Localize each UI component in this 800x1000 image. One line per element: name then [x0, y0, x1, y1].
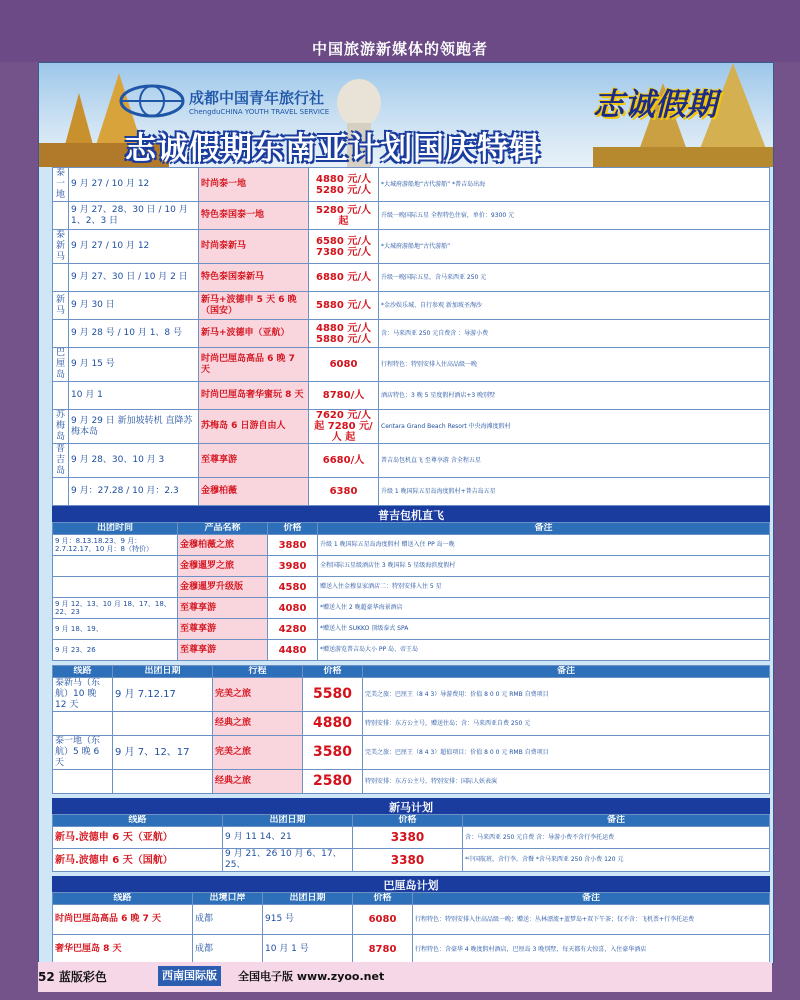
- date-cell: 9 月 27、30 日 / 10 月 2 日: [69, 264, 199, 292]
- date-cell: 9 月：8.13.18.23、9 月：2.7.12.17、10 月：8（特价）: [53, 535, 178, 556]
- destination-cell: 新马: [53, 292, 69, 320]
- col-header: 线路: [53, 815, 223, 827]
- product-cell: 完美之旅: [213, 678, 303, 712]
- logo: [119, 83, 329, 119]
- date-cell: 9 月 7、12、17: [113, 736, 213, 770]
- col-header: 线路: [53, 893, 193, 905]
- price-cell: 6380: [309, 478, 379, 506]
- col-header: 备注: [463, 815, 770, 827]
- date-cell: 9 月 18、19、: [53, 619, 178, 640]
- headline: 志诚假期东南亚计划国庆特辑: [125, 131, 541, 167]
- price-cell: 4580: [268, 577, 318, 598]
- table-row: [53, 348, 770, 382]
- tagline: 中国旅游新媒体的领跑者: [311, 40, 488, 58]
- route-cell: 时尚巴厘岛高品 6 晚 7 天: [53, 905, 193, 935]
- col-header: 价格: [353, 815, 463, 827]
- note-cell: 行程特色：特别安排入住高品级一晚；赠送：丛林漂流+蓝梦岛+双下午茶；仅不含：飞机票+行李托运费: [413, 905, 770, 935]
- price-cell: 2580: [303, 770, 363, 794]
- note-cell: 酒店特色：3 晚 5 星度假村酒店+3 晚别墅: [379, 382, 770, 410]
- date-cell: 9 月 30 日: [69, 292, 199, 320]
- note-cell: 升级一晚国际五星，含马来西亚 250 元: [379, 264, 770, 292]
- note-cell: 完美之旅：巴厘王（8 4 3）超值项目：价值 8 0 0 元 RMB 自费项目: [363, 736, 770, 770]
- price-cell: 5880 元/人: [309, 292, 379, 320]
- note-cell: 完美之旅：巴厘王（8 4 3）导游费用：价值 8 0 0 元 RMB 自费项目: [363, 678, 770, 712]
- date-cell: [113, 770, 213, 794]
- content: [52, 167, 770, 965]
- table-row: [53, 736, 770, 770]
- destination-cell: [53, 478, 69, 506]
- bali-table: [52, 892, 770, 965]
- route-cell: [53, 712, 113, 736]
- table-row: [53, 292, 770, 320]
- date-cell: [53, 556, 178, 577]
- note-cell: 赠送入住金穆皇家酒店二：特别安排入住 5 星: [318, 577, 770, 598]
- route-cell: 泰一地（东航）5 晚 6 天: [53, 736, 113, 770]
- col-header: 价格: [268, 523, 318, 535]
- section-band-singapore: 新马计划: [52, 798, 770, 814]
- table-row: [53, 264, 770, 292]
- table-row: [53, 535, 770, 556]
- table-row: [53, 382, 770, 410]
- price-cell: 4880 元/人 5880 元/人: [309, 320, 379, 348]
- product-cell: 金穆柏薇之旅: [178, 535, 268, 556]
- route-cell: [53, 770, 113, 794]
- date-cell: 9 月 21、26 10 月 6、17、25、: [223, 849, 353, 872]
- product-cell: 新马+波德申（亚航）: [199, 320, 309, 348]
- price-cell: 3580: [303, 736, 363, 770]
- date-cell: 10 月 1: [69, 382, 199, 410]
- table-row: [53, 935, 770, 965]
- product-cell: 特色泰国泰一地: [199, 202, 309, 230]
- logo-name: 成都中国青年旅行社: [189, 88, 325, 107]
- col-header: 备注: [363, 666, 770, 678]
- note-cell: 含：马来西亚 250 元自费 含：导游小费不含行李托运费: [463, 827, 770, 849]
- destination-cell: [53, 264, 69, 292]
- price-cell: 6080: [353, 905, 413, 935]
- col-header: 产品名称: [178, 523, 268, 535]
- product-cell: 时尚巴厘岛高品 6 晚 7 天: [199, 348, 309, 382]
- note-cell: 升级一晚国际五星 全程特色住宿，单价：9300 元: [379, 202, 770, 230]
- brand-title: 志诚假期: [593, 87, 717, 123]
- price-cell: 6680/人: [309, 444, 379, 478]
- price-cell: 5580: [303, 678, 363, 712]
- price-cell: 8780: [353, 935, 413, 965]
- col-header: 备注: [413, 893, 770, 905]
- product-cell: 金穆柏薇: [199, 478, 309, 506]
- col-header: 备注: [318, 523, 770, 535]
- note-cell: *大城府游船地“古代游船”: [379, 230, 770, 264]
- price-cell: 3380: [353, 849, 463, 872]
- table-row: [53, 202, 770, 230]
- table-row: [53, 619, 770, 640]
- price-cell: 6880 元/人: [309, 264, 379, 292]
- thai-singapore-table: [52, 665, 770, 794]
- table-row: [53, 827, 770, 849]
- price-cell: 4880: [303, 712, 363, 736]
- port-cell: 成都: [193, 905, 263, 935]
- product-cell: 经典之旅: [213, 712, 303, 736]
- date-cell: [113, 712, 213, 736]
- destination-cell: 普吉岛: [53, 444, 69, 478]
- date-cell: 9 月 15 号: [69, 348, 199, 382]
- product-cell: 时尚泰新马: [199, 230, 309, 264]
- note-cell: *金沙娱乐城、自行参观 新加坡圣淘沙: [379, 292, 770, 320]
- table-row: [53, 230, 770, 264]
- edition-badge: 西南国际版: [158, 966, 221, 986]
- date-cell: 9 月 27 / 10 月 12: [69, 230, 199, 264]
- product-cell: 时尚巴厘岛奢华蜜玩 8 天: [199, 382, 309, 410]
- price-cell: 4280: [268, 619, 318, 640]
- product-cell: 苏梅岛 6 日游自由人: [199, 410, 309, 444]
- date-cell: 9 月 7.12.17: [113, 678, 213, 712]
- destination-cell: 泰一地: [53, 168, 69, 202]
- col-header: 行程: [213, 666, 303, 678]
- note-cell: *大城府游船地“古代游船” *普吉岛出海: [379, 168, 770, 202]
- product-cell: 至尊享游: [178, 619, 268, 640]
- product-cell: 新马+波德申 5 天 6 晚（国安）: [199, 292, 309, 320]
- note-cell: Centara Grand Beach Resort 中央海滩度假村: [379, 410, 770, 444]
- col-header: 出团日期: [223, 815, 353, 827]
- price-cell: 4880 元/人 5280 元/人: [309, 168, 379, 202]
- table-row: [53, 678, 770, 712]
- singapore-table: [52, 814, 770, 872]
- price-cell: 8780/人: [309, 382, 379, 410]
- date-cell: 9 月 29 日 新加坡转机 直降苏梅本岛: [69, 410, 199, 444]
- destination-cell: [53, 320, 69, 348]
- note-cell: 含：马来西亚 250 元自费含 ：导游小费: [379, 320, 770, 348]
- hero-banner: [39, 63, 773, 167]
- date-cell: 9 月 27 / 10 月 12: [69, 168, 199, 202]
- date-cell: 10 月 1 号: [263, 935, 353, 965]
- date-cell: 9 月 23、26: [53, 640, 178, 661]
- product-cell: 至尊享游: [178, 598, 268, 619]
- col-header: 出团日期: [263, 893, 353, 905]
- price-cell: 7620 元/人 起 7280 元/人 起: [309, 410, 379, 444]
- table-row: [53, 640, 770, 661]
- table-row: [53, 598, 770, 619]
- phuket-table: [52, 522, 770, 661]
- table-row: [53, 849, 770, 872]
- note-cell: 特别安排：东方公主号，特别安排：国际人妖表演: [363, 770, 770, 794]
- price-cell: 6580 元/人 7380 元/人: [309, 230, 379, 264]
- price-cell: 4080: [268, 598, 318, 619]
- website-link[interactable]: 全国电子版 www.zyoo.net: [238, 970, 385, 983]
- col-header: 出团时间: [53, 523, 178, 535]
- port-cell: 成都: [193, 935, 263, 965]
- date-cell: 9 月 12、13、10 月 18、17、18、22、23: [53, 598, 178, 619]
- product-cell: 时尚泰一地: [199, 168, 309, 202]
- note-cell: *赠送入住 SUKKO 顶级泰式 SPA: [318, 619, 770, 640]
- product-cell: 金穆暹罗之旅: [178, 556, 268, 577]
- route-cell: 奢华巴厘岛 8 天: [53, 935, 193, 965]
- table-row: [53, 168, 770, 202]
- table-row: [53, 770, 770, 794]
- table-row: [53, 712, 770, 736]
- destinations-table: [52, 167, 770, 506]
- note-cell: 升级 1 晚国际五星岛海度假村+普吉岛五星: [379, 478, 770, 506]
- price-cell: 3880: [268, 535, 318, 556]
- col-header: 线路: [53, 666, 113, 678]
- date-cell: 915 号: [263, 905, 353, 935]
- date-cell: 9 月 28、30、10 月 3: [69, 444, 199, 478]
- price-cell: 6080: [309, 348, 379, 382]
- destination-cell: 苏梅岛: [53, 410, 69, 444]
- note-cell: 普吉岛包机直飞 至尊享游 含全程五星: [379, 444, 770, 478]
- product-cell: 金穆暹罗升级版: [178, 577, 268, 598]
- note-cell: *赠送游览普吉岛大小 PP 岛、帝王岛: [318, 640, 770, 661]
- price-cell: 3980: [268, 556, 318, 577]
- note-cell: 升级 1 晚国际五星岛海度假村 赠送入住 PP 岛一晚: [318, 535, 770, 556]
- note-cell: 行程特色：含豪华 4 晚度假村酒店，巴厘岛 3 晚别墅，每天都有大惊喜，入住豪华酒店: [413, 935, 770, 965]
- note-cell: 特别安排：东方公主号，赠送住岛；含：马来西亚自费 250 元: [363, 712, 770, 736]
- logo-name-en: ChengduCHINA YOUTH TRAVEL SERVICE: [189, 107, 330, 116]
- product-cell: 至尊享游: [199, 444, 309, 478]
- table-row: [53, 556, 770, 577]
- col-header: 出境口岸: [193, 893, 263, 905]
- price-cell: 3380: [353, 827, 463, 849]
- date-cell: 9 月 28 号 / 10 月 1、8 号: [69, 320, 199, 348]
- price-cell: 4480: [268, 640, 318, 661]
- col-header: 价格: [353, 893, 413, 905]
- price-cell: 5280 元/人 起: [309, 202, 379, 230]
- date-cell: 9 月：27.28 / 10 月：2.3: [69, 478, 199, 506]
- destination-cell: [53, 202, 69, 230]
- destination-cell: 泰新马: [53, 230, 69, 264]
- route-cell: 新马.波德申 6 天（国航）: [53, 849, 223, 872]
- route-cell: 新马.波德申 6 天（亚航）: [53, 827, 223, 849]
- table-row: [53, 905, 770, 935]
- product-cell: 至尊享游: [178, 640, 268, 661]
- table-row: [53, 444, 770, 478]
- section-band-bali: 巴厘岛计划: [52, 876, 770, 892]
- note-cell: *赠送入住 2 晚超豪华海景酒店: [318, 598, 770, 619]
- product-cell: 经典之旅: [213, 770, 303, 794]
- note-cell: *中国航班，含行李，含餐 *含马来西亚 250 含小费 120 元: [463, 849, 770, 872]
- col-header: 价格: [303, 666, 363, 678]
- note-cell: 行程特色：特别安排入住高品级一晚: [379, 348, 770, 382]
- destination-cell: [53, 382, 69, 410]
- date-cell: [53, 577, 178, 598]
- table-row: [53, 320, 770, 348]
- product-cell: 完美之旅: [213, 736, 303, 770]
- route-cell: 泰新马（东航）10 晚 12 天: [53, 678, 113, 712]
- table-row: [53, 577, 770, 598]
- page-number: 52 蓝版彩色: [38, 970, 107, 984]
- footer: [38, 962, 772, 992]
- table-row: [53, 410, 770, 444]
- note-cell: 全程国际五星级酒店住 3 晚国际 5 星级海滨度假村: [318, 556, 770, 577]
- table-row: [53, 478, 770, 506]
- date-cell: 9 月 27、28、30 日 / 10 月 1、2、3 日: [69, 202, 199, 230]
- destination-cell: 巴厘岛: [53, 348, 69, 382]
- col-header: 出团日期: [113, 666, 213, 678]
- date-cell: 9 月 11 14、21: [223, 827, 353, 849]
- product-cell: 特色泰国泰新马: [199, 264, 309, 292]
- globe-logo-icon: [119, 83, 185, 119]
- section-band-phuket: 普吉包机直飞: [52, 506, 770, 522]
